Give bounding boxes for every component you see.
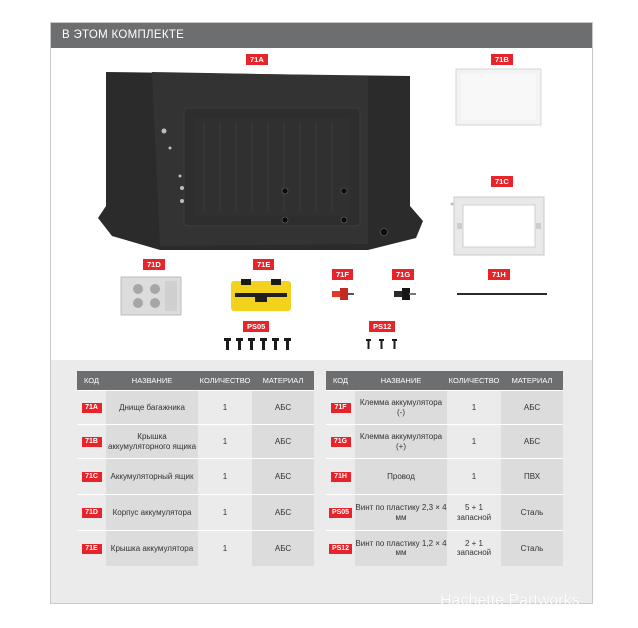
- quantity-cell: 1: [447, 459, 501, 495]
- name-cell: Днище багажника: [106, 391, 198, 425]
- table-header-row: [77, 371, 314, 391]
- part-tag-71f: 71F: [332, 269, 353, 280]
- trunk-floor-image: [98, 66, 423, 251]
- screws-ps12-image: [365, 339, 399, 351]
- parts-table-left: [77, 371, 314, 566]
- code-cell: [326, 531, 355, 566]
- material-cell: АБС: [252, 391, 314, 425]
- material-cell: Сталь: [501, 531, 563, 566]
- code-badge: PS12: [329, 544, 352, 554]
- part-tag-71d: 71D: [143, 259, 165, 270]
- part-tag-71e: 71E: [253, 259, 274, 270]
- name-cell: Провод: [355, 459, 447, 495]
- watermark: Hachette Partworks: [440, 592, 580, 609]
- code-badge: 71H: [331, 472, 351, 482]
- kit-contents-page: [50, 22, 593, 604]
- battery-box-image: [454, 197, 544, 255]
- wire-image: [457, 291, 547, 297]
- name-cell: Корпус аккумулятора: [106, 495, 198, 531]
- table-row: [326, 391, 563, 425]
- table-row: [77, 495, 314, 531]
- code-badge: 71D: [82, 508, 102, 518]
- quantity-cell: 1: [198, 391, 252, 425]
- page-title: В ЭТОМ КОМПЛЕКТЕ: [62, 29, 185, 41]
- quantity-cell: 1: [447, 391, 501, 425]
- column-header-code: КОД: [77, 371, 106, 391]
- part-tag-ps05: PS05: [243, 321, 269, 332]
- code-badge: 71B: [82, 437, 102, 447]
- code-cell: [77, 425, 106, 459]
- table-row: [326, 495, 563, 531]
- material-cell: АБС: [252, 531, 314, 566]
- part-tag-71b: 71B: [491, 54, 513, 65]
- table-header-row: [326, 371, 563, 391]
- part-tag-71h: 71H: [488, 269, 510, 280]
- table-row: [326, 425, 563, 459]
- code-badge: PS05: [329, 508, 352, 518]
- code-badge: 71C: [82, 472, 102, 482]
- name-cell: Винт по пластику 2,3 × 4 мм: [355, 495, 447, 531]
- material-cell: АБС: [252, 425, 314, 459]
- table-row: [326, 531, 563, 566]
- code-cell: [326, 391, 355, 425]
- table-row: [326, 459, 563, 495]
- material-cell: АБС: [252, 495, 314, 531]
- code-cell: [326, 425, 355, 459]
- column-header-name: НАЗВАНИЕ: [106, 371, 198, 391]
- part-tag-71a: 71A: [246, 54, 268, 65]
- quantity-cell: 1: [198, 531, 252, 566]
- terminal-negative-image: [332, 288, 354, 300]
- material-cell: АБС: [252, 459, 314, 495]
- column-header-name: НАЗВАНИЕ: [355, 371, 447, 391]
- material-cell: ПВХ: [501, 459, 563, 495]
- quantity-cell: 1: [198, 425, 252, 459]
- header-bar: [51, 23, 592, 48]
- material-cell: Сталь: [501, 495, 563, 531]
- battery-cover-image: [231, 279, 291, 311]
- parts-table-right: [326, 371, 563, 566]
- part-tag-71c: 71C: [491, 176, 513, 187]
- code-cell: [326, 459, 355, 495]
- table-row: [77, 391, 314, 425]
- part-tag-ps12: PS12: [369, 321, 395, 332]
- name-cell: Крышка аккумулятора: [106, 531, 198, 566]
- screws-ps05-image: [223, 338, 293, 352]
- code-cell: [77, 459, 106, 495]
- quantity-cell: 1: [198, 495, 252, 531]
- column-header-material: МАТЕРИАЛ: [252, 371, 314, 391]
- part-tag-71g: 71G: [392, 269, 414, 280]
- quantity-cell: 1: [198, 459, 252, 495]
- code-cell: [77, 495, 106, 531]
- code-badge: 71F: [331, 403, 351, 413]
- battery-case-image: [121, 277, 181, 315]
- material-cell: АБС: [501, 425, 563, 459]
- column-header-code: КОД: [326, 371, 355, 391]
- quantity-cell: 1: [447, 425, 501, 459]
- quantity-cell: 2 + 1 запасной: [447, 531, 501, 566]
- name-cell: Клемма аккумулятора (-): [355, 391, 447, 425]
- code-cell: [326, 495, 355, 531]
- material-cell: АБС: [501, 391, 563, 425]
- quantity-cell: 5 + 1 запасной: [447, 495, 501, 531]
- terminal-positive-image: [394, 288, 416, 300]
- code-badge: 71G: [331, 437, 351, 447]
- battery-box-lid-image: [456, 69, 541, 125]
- code-cell: [77, 531, 106, 566]
- name-cell: Клемма аккумулятора (+): [355, 425, 447, 459]
- code-badge: 71A: [82, 403, 102, 413]
- name-cell: Аккумуляторный ящик: [106, 459, 198, 495]
- column-header-material: МАТЕРИАЛ: [501, 371, 563, 391]
- table-row: [77, 531, 314, 566]
- name-cell: Крышка аккумуляторного ящика: [106, 425, 198, 459]
- code-badge: 71E: [82, 544, 102, 554]
- name-cell: Винт по пластику 1,2 × 4 мм: [355, 531, 447, 566]
- table-row: [77, 459, 314, 495]
- code-cell: [77, 391, 106, 425]
- column-header-quantity: КОЛИЧЕСТВО: [198, 371, 252, 391]
- column-header-quantity: КОЛИЧЕСТВО: [447, 371, 501, 391]
- parts-table-panel: [51, 360, 592, 603]
- table-row: [77, 425, 314, 459]
